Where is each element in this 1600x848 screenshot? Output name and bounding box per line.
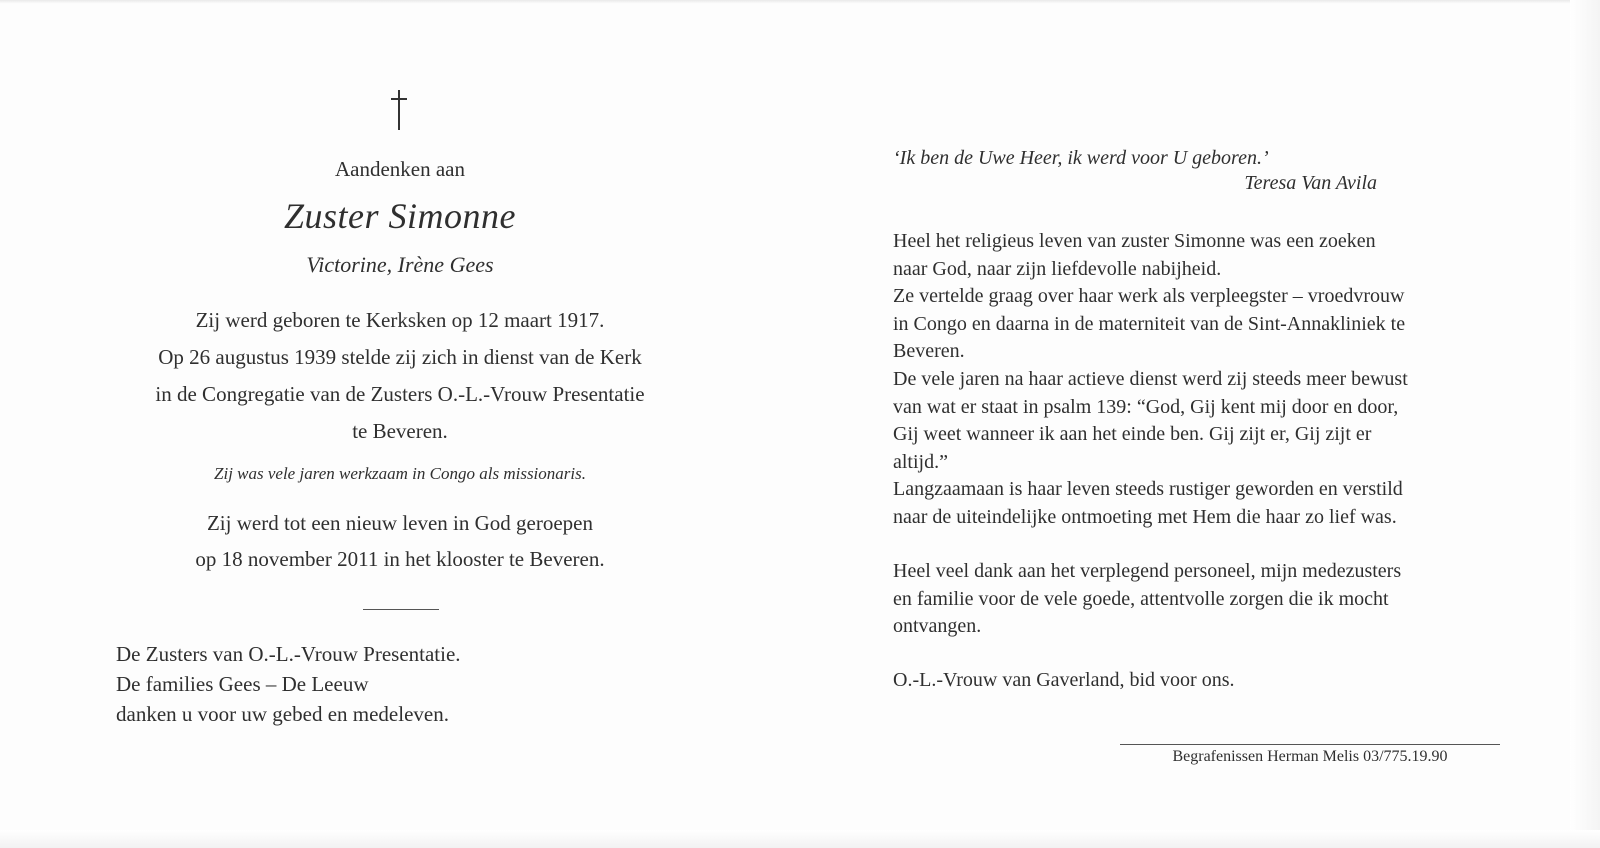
paragraph-line: van wat er staat in psalm 139: “God, Gij kent mij door en door, [893,395,1399,418]
paragraph-line: ontvangen. [893,615,982,638]
undertaker-credit: Begrafenissen Herman Melis 03/775.19.90 [1172,748,1448,765]
paragraph-line: Langzaamaan is haar leven steeds rustiger geworden en verstild [893,478,1403,501]
bio-line: te Beveren. [352,419,448,443]
paragraph-line: en familie voor de vele goede, attentvolle zorgen die ik mocht [893,587,1389,610]
mission-note: Zij was vele jaren werkzaam in Congo als missionaris. [214,464,586,483]
reflection-paragraph [893,228,1533,532]
death-notice [100,505,700,577]
scan-edge-top [0,0,1600,4]
death-line: Zij werd tot een nieuw leven in God geroepen [206,511,594,535]
deceased-name: Zuster Simonne [284,196,516,236]
paragraph-line: altijd.” [893,450,948,473]
paragraph-line: De vele jaren na haar actieve dienst werd zij steeds meer bewust [893,367,1408,390]
paragraph-line: naar de uiteindelijke ontmoeting met Hem die haar zo lief was. [893,505,1397,528]
thanks-line: De Zusters van O.-L.-Vrouw Presentatie. [116,642,461,666]
death-line: op 18 november 2011 in het klooster te Beveren. [195,547,605,571]
quote: ‘Ik ben de Uwe Heer, ik werd voor U geboren.’ [893,147,1269,169]
intro-text: Aandenken aan [334,157,466,181]
divider [1120,744,1500,745]
bio-line: Op 26 augustus 1939 stelde zij zich in dienst van de Kerk [158,345,642,369]
paragraph-line: in Congo en daarna in de materniteit van de Sint-Annakliniek te [893,312,1406,335]
bio-line: in de Congregatie van de Zusters O.-L.-Vrouw Presentatie [155,382,645,406]
divider [363,609,439,610]
thanks-line: De families Gees – De Leeuw [116,672,369,696]
thanks-line: danken u voor uw gebed en medeleven. [116,702,449,726]
paragraph-line: Gij weet wanneer ik aan het einde ben. Gij zijt er, Gij zijt er [893,423,1372,446]
paragraph-line: naar God, naar zijn liefdevolle nabijheid. [893,257,1222,280]
bio-line: Zij werd geboren te Kerksken op 12 maart 1917. [195,308,605,332]
gratitude-paragraph [893,558,1533,641]
scan-edge-right [1570,0,1600,848]
paragraph-line: Beveren. [893,340,965,363]
paragraph-line: Heel veel dank aan het verplegend personeel, mijn medezusters [893,560,1402,582]
prayer-line: O.-L.-Vrouw van Gaverland, bid voor ons. [893,669,1235,691]
scan-edge-bottom [0,830,1600,848]
cross-icon [390,90,408,130]
deceased-full-name: Victorine, Irène Gees [306,252,494,277]
paragraph-line: Ze vertelde graag over haar werk als verpleegster – vroedvrouw [893,285,1405,308]
paragraph-line: Heel het religieus leven van zuster Simonne was een zoeken [893,230,1376,252]
biography [100,302,700,450]
family-thanks [116,639,616,729]
quote-author: Teresa Van Avila [1244,172,1377,194]
